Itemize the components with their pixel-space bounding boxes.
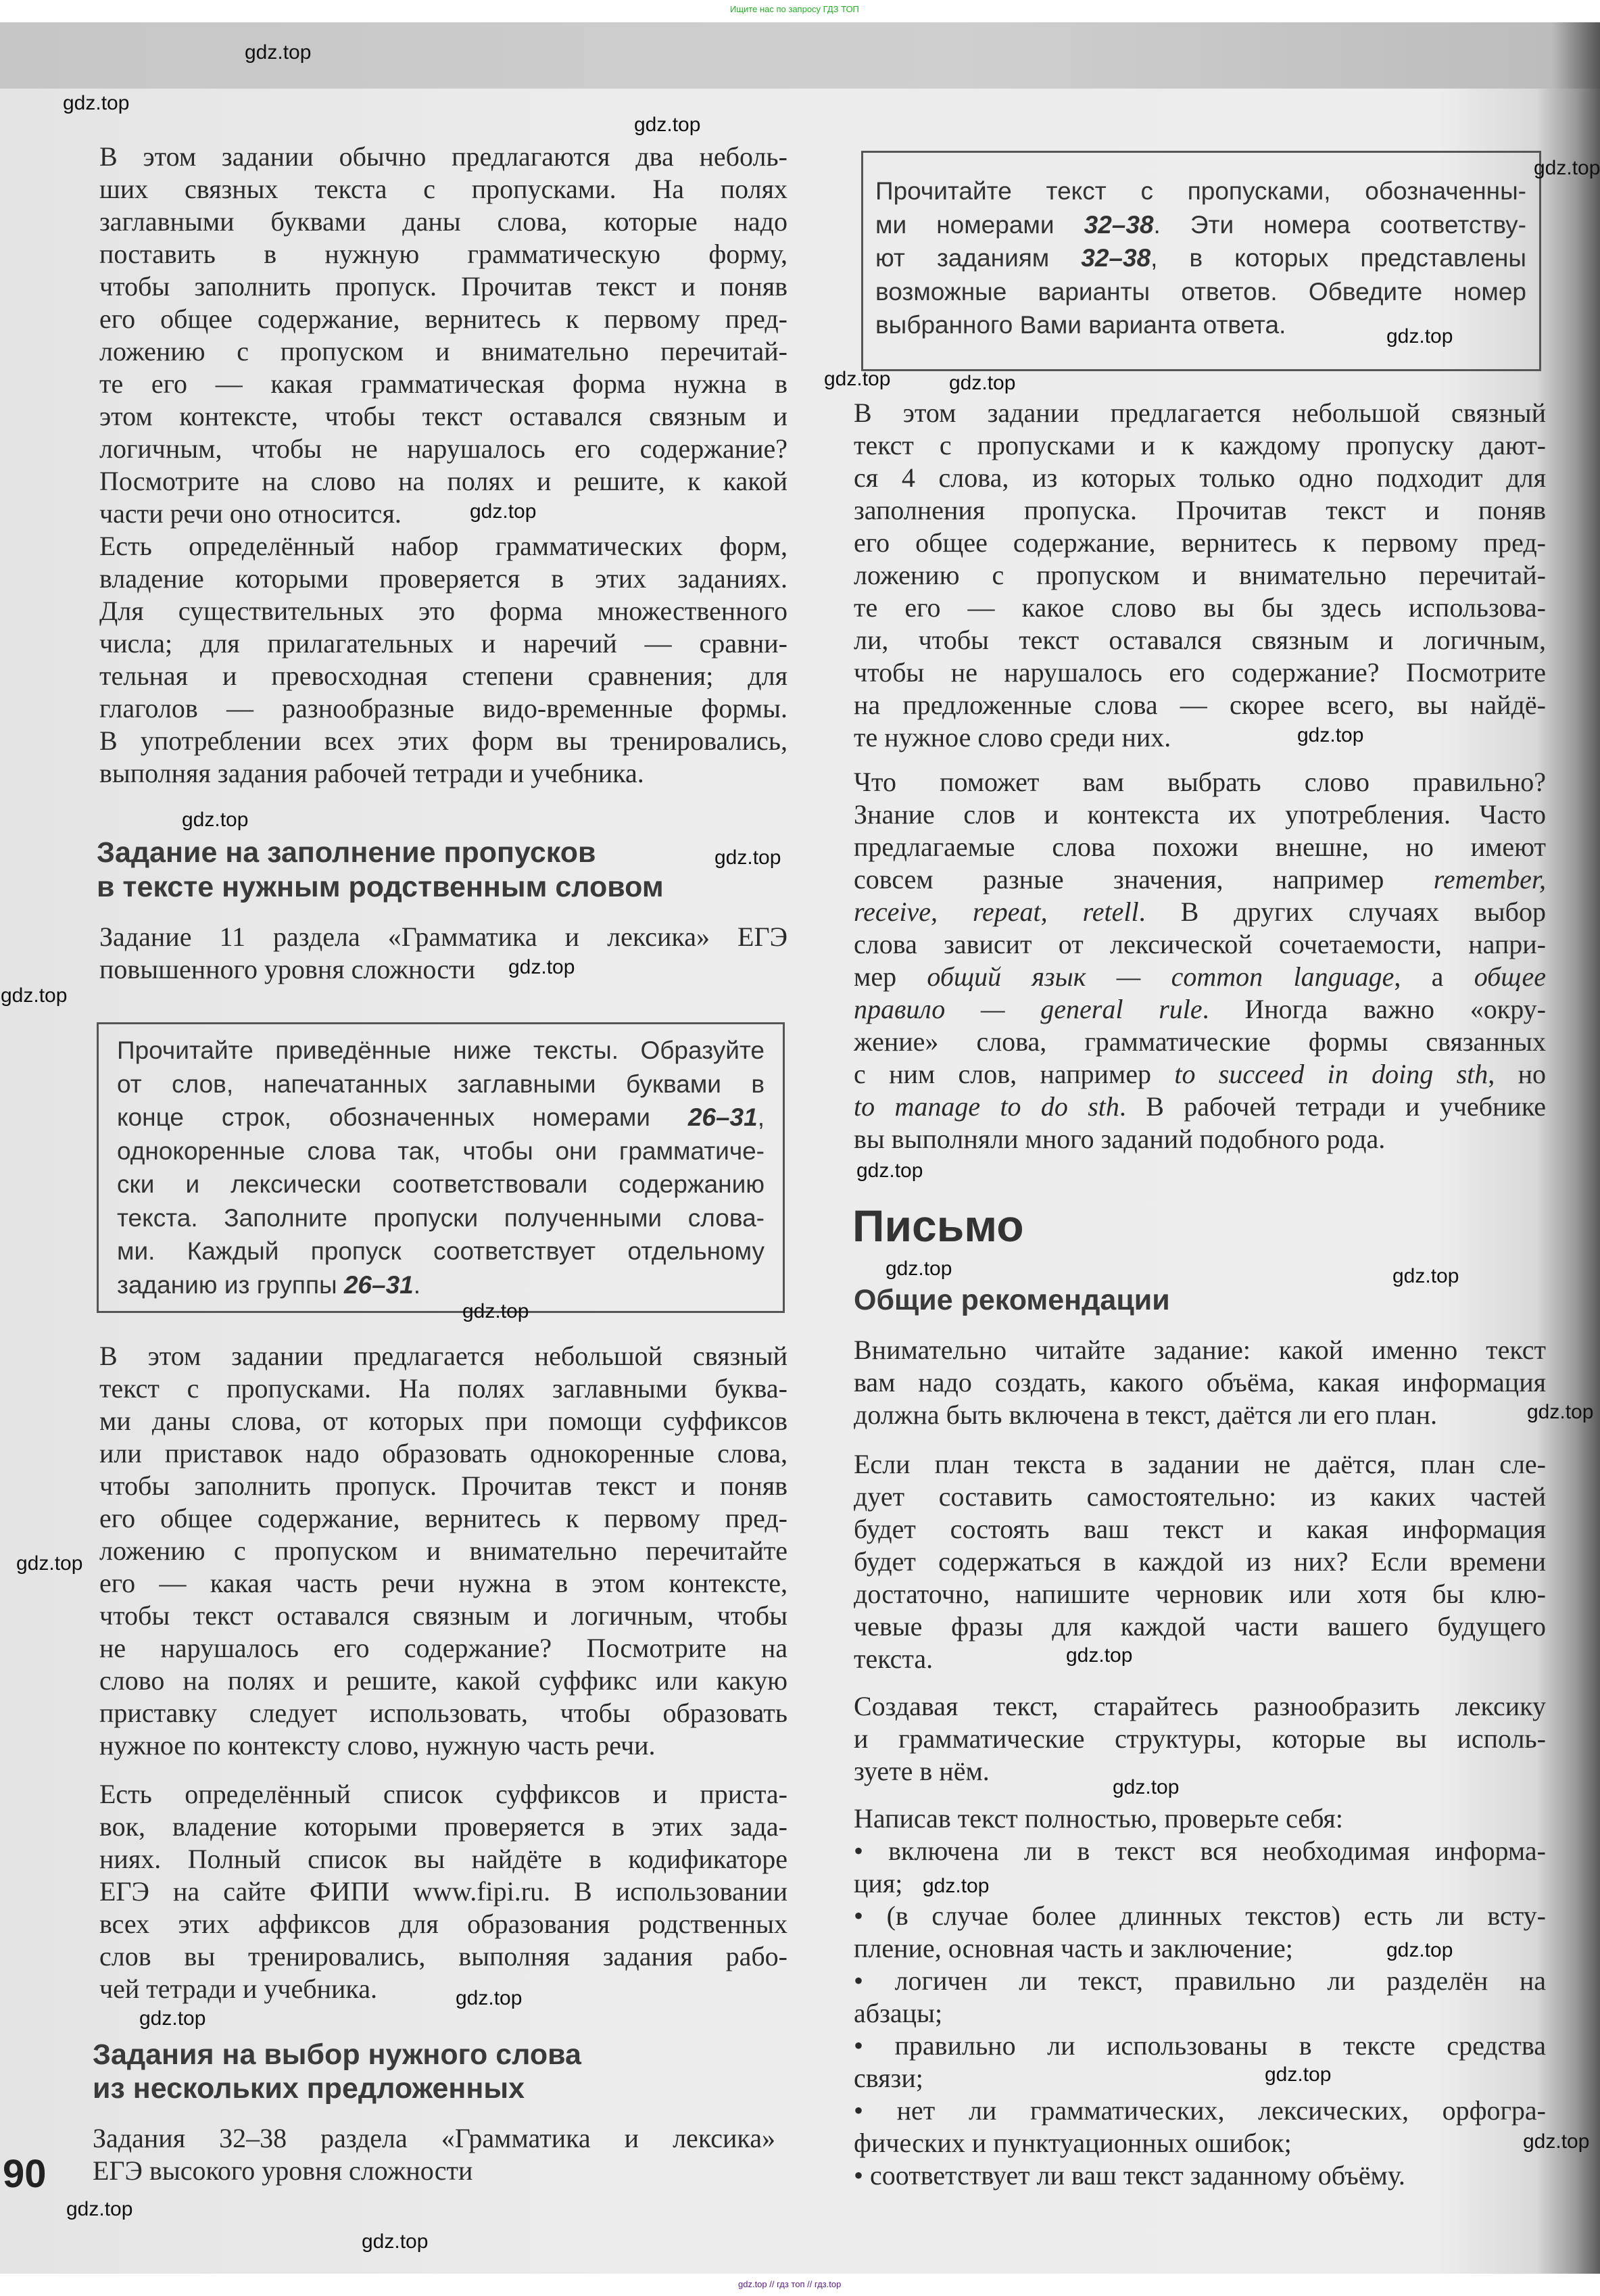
- task-number-range: 26–31: [343, 1270, 414, 1299]
- text-line: текста. Заполните пропуски полученными слова-: [117, 1203, 765, 1232]
- text-segment: ют заданиям: [875, 244, 1082, 272]
- text-line: чей тетради и учебника.: [99, 1974, 378, 2004]
- text-line: Есть определённый набор грамматических форм,: [99, 531, 787, 561]
- text-line: от слов, напечатанных заглавными буквами в: [117, 1070, 765, 1098]
- heading-word-choice: [93, 2038, 581, 2105]
- text-line: Написав текст полностью, проверьте себя:: [854, 1803, 1343, 1834]
- example-phrase: to manage to do sth: [854, 1091, 1119, 1122]
- watermark: gdz.top: [470, 500, 537, 523]
- text-line: его общее содержание, вернитесь к первому пред-: [854, 527, 1546, 558]
- text-line: заглавными буквами даны слова, которые надо: [99, 206, 787, 237]
- text-line: достаточно, напишите черновик или хотя бы клю-: [854, 1579, 1546, 1609]
- watermark: gdz.top: [856, 1159, 923, 1182]
- heading-word-formation: [97, 836, 664, 905]
- text-line: те его — какая грамматическая форма нужна в: [99, 368, 787, 399]
- text-line: текст с пропусками и к каждому пропуску дают-: [854, 430, 1546, 460]
- right-paragraph-4: [854, 1448, 1546, 1675]
- watermark: gdz.top: [1, 984, 68, 1007]
- example-phrase: общее: [1474, 961, 1546, 992]
- text-line: ЕГЭ высокого уровня сложности: [93, 2155, 473, 2186]
- watermark: gdz.top: [1386, 1939, 1453, 1961]
- text-line: Знание слов и контекста их употребления. Часто: [854, 799, 1546, 830]
- text-line: ложению с пропуском и внимательно перечитай-: [854, 560, 1546, 590]
- text-line: владение которыми проверяется в этих заданиях.: [99, 563, 787, 594]
- watermark: gdz.top: [508, 956, 575, 978]
- text-line: В этом задании предлагается небольшой связный: [854, 398, 1546, 428]
- task-32-38-description: [93, 2122, 775, 2187]
- text-line: Создавая текст, старайтесь разнообразить лексику: [854, 1691, 1546, 1721]
- text-line: [854, 1091, 1546, 1123]
- watermark: gdz.top: [362, 2230, 429, 2253]
- text-line: ми даны слова, от которых при помощи суффиксов: [99, 1406, 787, 1436]
- text-line: на предложенные слова — скорее всего, вы найдё-: [854, 690, 1546, 720]
- left-paragraph-5: [99, 1778, 787, 2005]
- watermark: gdz.top: [923, 1875, 990, 1897]
- text-line: [854, 993, 1546, 1026]
- watermark: gdz.top: [462, 1300, 529, 1322]
- text-line: [854, 896, 1546, 928]
- text-line: В этом задании предлагается небольшой связный: [99, 1341, 787, 1371]
- text-line: глаголов — разнообразные видо-временные формы.: [99, 693, 787, 723]
- text-line: [117, 1101, 765, 1134]
- text-line: нужное по контексту слово, нужную часть речи.: [99, 1730, 656, 1761]
- text-line: Посмотрите на слово на полях и решите, к какой: [99, 466, 787, 496]
- text-segment: , но: [1488, 1059, 1547, 1089]
- example-phrase: receive, repeat, retell: [854, 896, 1139, 927]
- text-line: чтобы не нарушалось его содержание? Посмотрите: [854, 657, 1546, 688]
- text-line: его общее содержание, вернитесь к первому пред-: [99, 304, 787, 334]
- text-line: должна быть включена в текст, даётся ли его план.: [854, 1400, 1438, 1430]
- text-line: предлагаемые слова похожи внешне, но имеют: [854, 832, 1546, 862]
- text-line: • правильно ли использованы в тексте средства: [854, 2030, 1546, 2061]
- text-line: ски и лексически соответствовали содержанию: [117, 1170, 765, 1198]
- checklist-item: [854, 1965, 1546, 2030]
- checklist-item: [854, 2159, 1546, 2192]
- text-line: числа; для прилагательных и наречий — сравни-: [99, 628, 787, 659]
- text-line: Если план текста в задании не даётся, план сле-: [854, 1449, 1546, 1479]
- text-segment: , в которых представлены: [1150, 244, 1526, 272]
- instruction-box-32-38-text: [875, 174, 1526, 342]
- text-line: его общее содержание, вернитесь к первому пред-: [99, 1503, 787, 1533]
- search-hint: Ищите нас по запросу ГДЗ ТОП: [730, 4, 859, 14]
- watermark: gdz.top: [1386, 325, 1453, 348]
- text-line: пление, основная часть и заключение;: [854, 1933, 1293, 1963]
- text-segment: . В рабочей тетради и учебнике: [1119, 1091, 1547, 1122]
- left-paragraph-2: [99, 530, 787, 790]
- text-line: не нарушалось его содержание? Посмотрите на: [99, 1633, 787, 1663]
- watermark: gdz.top: [824, 368, 891, 390]
- section-title-writing: Письмо: [852, 1201, 1024, 1251]
- watermark: gdz.top: [634, 114, 701, 136]
- text-line: или приставок надо образовать однокоренные слова,: [99, 1438, 787, 1468]
- text-segment: . В других случаях выбор: [1138, 896, 1546, 927]
- text-line: Есть определённый список суффиксов и приста-: [99, 1779, 787, 1809]
- text-segment: с ним слов, например: [854, 1059, 1175, 1089]
- text-line: Задания 32–38 раздела «Грамматика и лексика»: [93, 2123, 775, 2153]
- watermark: gdz.top: [63, 92, 130, 114]
- watermark: gdz.top: [949, 372, 1016, 394]
- example-phrase: to succeed in doing sth: [1174, 1059, 1488, 1089]
- text-line: выбранного Вами варианта ответа.: [875, 311, 1286, 339]
- right-paragraph-2: [854, 766, 1546, 1155]
- right-paragraph-3: [854, 1334, 1546, 1431]
- heading-line: Задание на заполнение пропусков: [97, 836, 596, 869]
- text-line: ложению с пропуском и внимательно перечитай-: [99, 336, 787, 366]
- text-line: чтобы текст оставался связным и логичным, чтобы: [99, 1600, 787, 1631]
- left-paragraph-1: [99, 141, 787, 530]
- text-segment: . Иногда важно «окру-: [1202, 994, 1546, 1024]
- watermark: gdz.top: [66, 2198, 133, 2220]
- text-line: те его — какое слово вы бы здесь использова-: [854, 592, 1546, 623]
- text-segment: совсем разные значения, например: [854, 864, 1434, 894]
- text-line: выполняя задания рабочей тетради и учебника.: [99, 758, 644, 788]
- text-segment: мер: [854, 961, 927, 992]
- text-line: фических и пунктуационных ошибок;: [854, 2128, 1292, 2158]
- watermark: gdz.top: [182, 809, 249, 831]
- bottom-banner: [0, 2274, 1600, 2296]
- text-line: • включена ли в текст вся необходимая информа-: [854, 1836, 1546, 1866]
- text-line: этом контексте, чтобы текст оставался связным и: [99, 401, 787, 431]
- text-line: ми. Каждый пропуск соответствует отдельному: [117, 1237, 765, 1265]
- text-segment: конце строк, обозначенных номерами: [117, 1103, 688, 1131]
- text-line: те нужное слово среди них.: [854, 722, 1171, 752]
- text-line: Прочитайте приведённые ниже тексты. Образуйте: [117, 1036, 765, 1064]
- text-line: Внимательно читайте задание: какой именно текст: [854, 1335, 1546, 1365]
- text-line: [854, 863, 1546, 896]
- checklist-item: [854, 2095, 1546, 2159]
- text-line: вы выполняли много заданий подобного рода.: [854, 1124, 1386, 1154]
- text-line: его — какая часть речи нужна в этом контексте,: [99, 1568, 787, 1598]
- text-line: Для существительных это форма множественного: [99, 596, 787, 626]
- instruction-box-26-31-text: [117, 1034, 765, 1301]
- text-line: В этом задании обычно предлагаются два неболь-: [99, 141, 787, 172]
- text-line: [854, 1058, 1546, 1091]
- text-segment: ми номерами: [875, 210, 1084, 239]
- watermark: gdz.top: [1523, 2130, 1590, 2153]
- text-line: вок, владение которыми проверяется в этих зада-: [99, 1811, 787, 1842]
- top-banner: [0, 0, 1600, 22]
- text-line: Прочитайте текст с пропусками, обозначенны-: [875, 177, 1526, 205]
- watermark: gdz.top: [456, 1987, 523, 2009]
- text-line: будет содержаться в каждой из них? Если времени: [854, 1546, 1546, 1577]
- task-number-range: 32–38: [1084, 210, 1154, 239]
- text-line: [875, 208, 1526, 242]
- text-line: поставить в нужную грамматическую форму,: [99, 239, 787, 269]
- watermark: gdz.top: [1265, 2063, 1332, 2086]
- subsection-title-recommendations: Общие рекомендации: [854, 1284, 1170, 1316]
- watermark: gdz.top: [1066, 1644, 1133, 1667]
- text-segment: ,: [757, 1103, 765, 1131]
- text-line: зуете в нём.: [854, 1756, 990, 1786]
- text-line: всех этих аффиксов для образования родственных: [99, 1909, 787, 1939]
- example-phrase: remember,: [1433, 864, 1546, 894]
- page-top-shadow: [0, 22, 1600, 89]
- text-line: вам надо создать, какого объёма, какая информация: [854, 1367, 1546, 1397]
- text-line: повышенного уровня сложности: [99, 954, 476, 984]
- watermark: gdz.top: [16, 1552, 83, 1575]
- checklist: [854, 1802, 1546, 2192]
- checklist-item: [854, 2030, 1546, 2095]
- watermark: gdz.top: [714, 846, 781, 869]
- text-line: тельная и превосходная степени сравнения; для: [99, 661, 787, 691]
- text-line: Задание 11 раздела «Грамматика и лексика» ЕГЭ: [99, 922, 787, 952]
- text-line: абзацы;: [854, 1998, 943, 2028]
- text-line: ниях. Полный список вы найдёте в кодификаторе: [99, 1844, 787, 1874]
- text-line: чтобы заполнить пропуск. Прочитав текст и поняв: [99, 271, 787, 302]
- text-line: логичным, чтобы не нарушалось его содержание?: [99, 433, 787, 464]
- watermark: gdz.top: [1113, 1776, 1180, 1798]
- example-phrase: правило — general rule: [854, 994, 1203, 1024]
- text-segment: , а: [1394, 961, 1474, 992]
- right-paragraph-1: [854, 397, 1546, 754]
- text-line: • (в случае более длинных текстов) есть ли всту-: [854, 1900, 1546, 1931]
- text-line: ли, чтобы текст оставался связным и логичным,: [854, 625, 1546, 655]
- text-line: чевые фразы для каждой части вашего будущего: [854, 1611, 1546, 1642]
- example-phrase: общий язык — common language: [927, 961, 1395, 992]
- watermark: gdz.top: [1534, 157, 1600, 179]
- heading-line: в тексте нужным родственным словом: [97, 871, 664, 903]
- text-line: жение» слова, грамматические формы связанных: [854, 1026, 1546, 1057]
- text-line: Что поможет вам выбрать слово правильно?: [854, 767, 1546, 797]
- text-line: дует составить самостоятельно: из каких частей: [854, 1481, 1546, 1512]
- text-line: • нет ли грамматических, лексических, орфогра-: [854, 2095, 1546, 2126]
- text-line: • соответствует ли ваш текст заданному объёму.: [854, 2160, 1405, 2191]
- watermark: gdz.top: [1527, 1401, 1594, 1423]
- task-11-description: [99, 921, 787, 986]
- checklist-intro: [854, 1802, 1546, 1835]
- text-line: слова зависит от лексической сочетаемости, напри-: [854, 929, 1546, 959]
- watermark: gdz.top: [1297, 724, 1364, 746]
- task-number-range: 26–31: [687, 1103, 758, 1131]
- text-line: возможные варианты ответов. Обведите номер: [875, 277, 1526, 306]
- heading-line: Задания на выбор нужного слова: [93, 2038, 581, 2071]
- text-line: ЕГЭ на сайте ФИПИ www.fipi.ru. В использовании: [99, 1876, 787, 1907]
- text-line: текст с пропусками. На полях заглавными буква-: [99, 1373, 787, 1404]
- text-line: ся 4 слова, из которых только одно подходит для: [854, 462, 1546, 493]
- text-line: слово на полях и решите, какой суффикс или какую: [99, 1665, 787, 1696]
- text-line: [854, 961, 1546, 993]
- text-line: заполнения пропуска. Прочитав текст и поняв: [854, 495, 1546, 525]
- footer-links: gdz.top // гдз топ // гдз.top: [738, 2279, 842, 2289]
- text-line: В употреблении всех этих форм вы тренировались,: [99, 725, 787, 756]
- text-line: и грамматические структуры, которые вы исполь-: [854, 1723, 1546, 1754]
- text-line: • логичен ли текст, правильно ли разделён на: [854, 1965, 1546, 1996]
- watermark: gdz.top: [1392, 1265, 1459, 1287]
- text-line: части речи оно относится.: [99, 498, 402, 529]
- watermark: gdz.top: [886, 1258, 952, 1280]
- text-line: чтобы заполнить пропуск. Прочитав текст и поняв: [99, 1470, 787, 1501]
- text-line: [117, 1268, 765, 1302]
- text-segment: . Эти номера соответству-: [1153, 210, 1526, 239]
- page-number: 90: [3, 2152, 47, 2196]
- text-line: однокоренные слова так, чтобы они грамматиче-: [117, 1137, 765, 1165]
- task-number-range: 32–38: [1081, 244, 1151, 272]
- text-line: слов вы тренировались, выполняя задания рабо-: [99, 1941, 787, 1971]
- text-line: приставку следует использовать, чтобы образовать: [99, 1698, 787, 1728]
- text-line: текста.: [854, 1644, 934, 1674]
- right-paragraph-5: [854, 1690, 1546, 1788]
- text-line: ложению с пропуском и внимательно перечитайте: [99, 1535, 787, 1566]
- left-paragraph-4: [99, 1340, 787, 1762]
- watermark: gdz.top: [139, 2007, 206, 2030]
- heading-line: из нескольких предложенных: [93, 2072, 525, 2105]
- text-line: [875, 241, 1526, 275]
- text-line: ших связных текста с пропусками. На полях: [99, 174, 787, 204]
- watermark: gdz.top: [245, 41, 312, 64]
- text-segment: заданию из группы: [117, 1270, 344, 1299]
- text-line: будет состоять ваш текст и какая информация: [854, 1514, 1546, 1544]
- text-segment: .: [413, 1270, 421, 1299]
- text-line: связи;: [854, 2063, 923, 2093]
- text-line: ция;: [854, 1868, 903, 1898]
